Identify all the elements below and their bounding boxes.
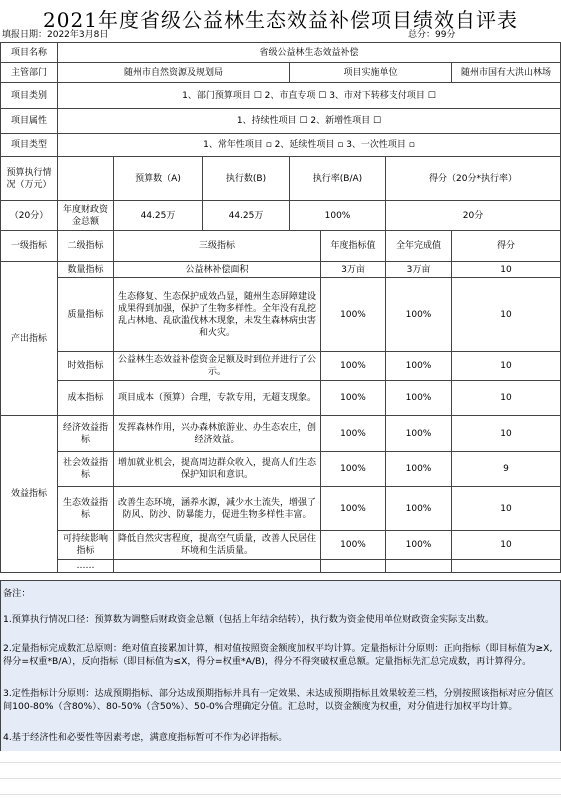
benefit-score: 10	[452, 487, 561, 531]
empty-cell	[452, 560, 561, 573]
budget-col-rate: 执行率(B/A)	[290, 157, 386, 201]
note-2: 2.定量指标完成数汇总原则：绝对值直接累加计算，相对值按照资金额度加权平均计算。定量指标计分原则：正向指标（即目标值为≥X,得分=权重*B/A），反向指标（即目标值为≤X，得分=权重*A/B)，得分不得突破权重总额。定量指标先汇总完成数，再计算得分。	[3, 643, 553, 667]
table-row	[1, 381, 561, 416]
table-row	[1, 452, 561, 487]
evaluation-table	[0, 42, 561, 573]
benefit-l3: 发挥森林作用，兴办森林旅游业、办生态农庄，创经济效益。	[114, 416, 321, 452]
output-l2: 质量指标	[58, 278, 114, 352]
header-score: 得分	[452, 231, 561, 262]
benefit-actual: 100%	[386, 531, 452, 560]
output-l3: 公益林补偿面积	[114, 262, 321, 278]
table-row	[1, 352, 561, 381]
budget-col-budget: 预算数（A)	[114, 157, 203, 201]
sheet-gridline	[0, 778, 561, 779]
output-actual: 100%	[386, 381, 452, 416]
budget-col-score: 得分（20分*执行率）	[386, 157, 561, 201]
unit-value: 随州市国有大洪山林场	[452, 63, 561, 83]
type-options: 1、常年性项目 ▫ 2、延续性项目 ▫ 3、一次性项目 ▫	[58, 134, 561, 157]
output-l3: 生态修复、生态保护成效凸显，随州生态屏障建设成果得到加强，保护了生物多样性。全年没有乱挖乱占林地、乱砍滥伐林木现象，未发生森林病虫害和火灾。	[114, 278, 321, 352]
budget-score-label: （20分）	[1, 201, 58, 231]
benefit-l3: 改善生态环境，涵养水源，减少水土流失，增强了防风、防沙、防暴能力，促进生物多样性丰富。	[114, 487, 321, 531]
benefit-target: 100%	[321, 531, 386, 560]
fill-date: 填报日期：2022年3月8日	[2, 30, 109, 40]
output-score: 10	[452, 278, 561, 352]
table-row	[1, 416, 561, 452]
benefit-l2: 经济效益指标	[58, 416, 114, 452]
benefit-target: 100%	[321, 487, 386, 531]
budget-col-exec: 执行数(B)	[203, 157, 290, 201]
table-row	[1, 278, 561, 352]
dept-label: 主管部门	[1, 63, 58, 83]
output-actual: 3万亩	[386, 262, 452, 278]
output-l3: 公益林生态效益补偿资金足额及时到位并进行了公示。	[114, 352, 321, 381]
header-l2: 二级指标	[58, 231, 114, 262]
benefit-score: 10	[452, 416, 561, 452]
total-score: 总分：99分	[408, 30, 456, 40]
table-row	[1, 134, 561, 157]
header-target: 年度指标值	[321, 231, 386, 262]
output-score: 10	[452, 262, 561, 278]
unit-label: 项目实施单位	[290, 63, 452, 83]
table-row	[1, 262, 561, 278]
notes-section	[0, 580, 561, 751]
table-row	[1, 231, 561, 262]
benefit-score: 9	[452, 452, 561, 487]
output-l2: 数量指标	[58, 262, 114, 278]
benefit-indicator-label: 效益指标	[1, 416, 58, 573]
table-row	[1, 201, 561, 231]
sheet-gridline	[0, 794, 561, 795]
output-indicator-label: 产出指标	[1, 262, 58, 416]
budget-label: 预算执行情况（万元）	[1, 157, 58, 201]
benefit-l2: 生态效益指标	[58, 487, 114, 531]
header-actual: 全年完成值	[386, 231, 452, 262]
output-l2: 时效指标	[58, 352, 114, 381]
benefit-l3: 降低自然灾害程度，提高空气质量，改善人民居住环境和生活质量。	[114, 531, 321, 560]
table-row	[1, 487, 561, 531]
table-row	[1, 83, 561, 109]
category-options: 1、部门预算项目 ☐ 2、市直专项 ☐ 3、市对下转移支付项目 ☐	[58, 83, 561, 109]
budget-value: 44.25万	[114, 201, 203, 231]
empty-cell	[321, 560, 386, 573]
notes-heading: 备注：	[3, 588, 31, 599]
score-value: 20分	[386, 201, 561, 231]
benefit-l2: 可持续影响指标	[58, 531, 114, 560]
attr-options: 1、持续性项目 ☐ 2、新增性项目 ☐	[58, 109, 561, 134]
table-row	[1, 560, 561, 573]
project-name: 省级公益林生态效益补偿	[58, 43, 561, 63]
type-label: 项目类型	[1, 134, 58, 157]
exec-value: 44.25万	[203, 201, 290, 231]
benefit-actual: 100%	[386, 452, 452, 487]
note-1: 1.预算执行情况口径：预算数为调整后财政资金总额（包括上年结余结转），执行数为资金使用单位财政资金实际支出数。	[3, 614, 495, 625]
output-target: 100%	[321, 278, 386, 352]
output-score: 10	[452, 381, 561, 416]
budget-row-label: 年度财政资金总额	[58, 201, 114, 231]
output-actual: 100%	[386, 352, 452, 381]
benefit-l2: 社会效益指标	[58, 452, 114, 487]
attr-label: 项目属性	[1, 109, 58, 134]
table-row	[1, 531, 561, 560]
benefit-actual: 100%	[386, 416, 452, 452]
benefit-target: 100%	[321, 452, 386, 487]
note-4: 4.基于经济性和必要性等因素考虑，满意度指标暂可不作为必评指标。	[3, 732, 288, 743]
output-score: 10	[452, 352, 561, 381]
empty-cell	[386, 560, 452, 573]
header-l3: 三级指标	[114, 231, 321, 262]
rate-value: 100%	[290, 201, 386, 231]
output-l3: 项目成本（预算）合理，专款专用，无超支现象。	[114, 381, 321, 416]
note-3: 3.定性指标计分原则：达成预期指标、部分达成预期指标并具有一定效果、未达成预期指标且效果较差三档，分别按照该指标对应分值区间100-80%（含80%）、80-50%（含50%）、50-0%合理确定分值。汇总时，以资金额度为权重，对分值进行加权平均计算。	[3, 688, 554, 712]
dept-value: 随州市自然资源及规划局	[58, 63, 290, 83]
budget-blank	[58, 157, 114, 201]
output-l2: 成本指标	[58, 381, 114, 416]
table-row	[1, 157, 561, 201]
ellipsis-cell: ……	[58, 560, 114, 573]
output-actual: 100%	[386, 278, 452, 352]
header-l1: 一级指标	[1, 231, 58, 262]
table-row	[1, 109, 561, 134]
sheet-gridline	[0, 762, 561, 763]
benefit-l3: 增加就业机会，提高周边群众收入，提高人们生态保护知识和意识。	[114, 452, 321, 487]
table-row	[1, 63, 561, 83]
empty-cell	[114, 560, 321, 573]
project-name-label: 项目名称	[1, 43, 58, 63]
category-label: 项目类别	[1, 83, 58, 109]
benefit-actual: 100%	[386, 487, 452, 531]
output-target: 3万亩	[321, 262, 386, 278]
benefit-target: 100%	[321, 416, 386, 452]
output-target: 100%	[321, 352, 386, 381]
output-target: 100%	[321, 381, 386, 416]
benefit-score: 10	[452, 531, 561, 560]
table-row	[1, 43, 561, 63]
page-title: 2021年度省级公益林生态效益补偿项目绩效自评表	[43, 8, 518, 32]
